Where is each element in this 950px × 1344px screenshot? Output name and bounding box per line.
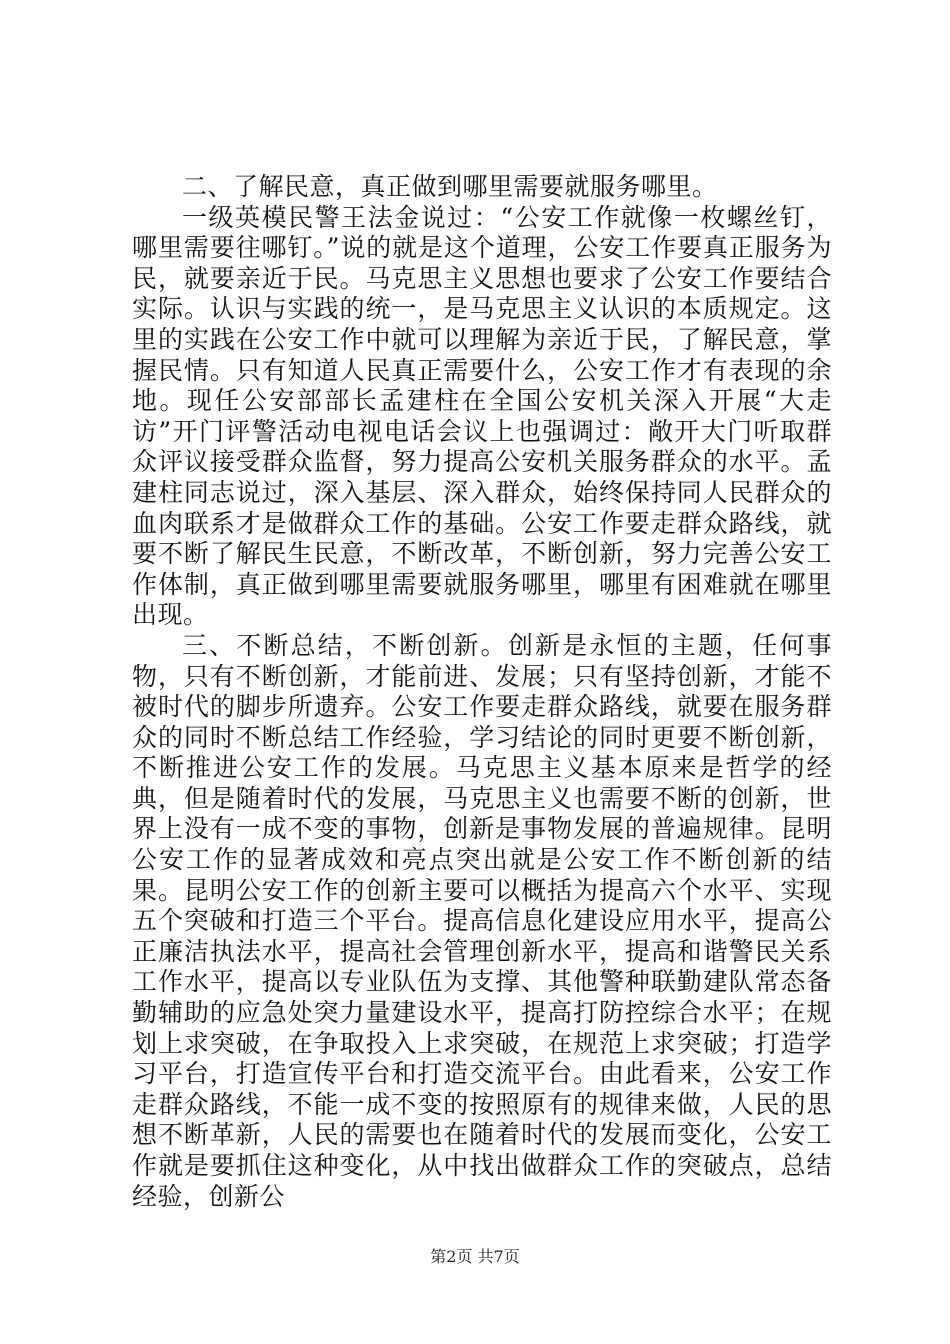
document-body bbox=[132, 172, 832, 1212]
body-paragraph: 一级英模民警王法金说过：“公安工作就像一枚螺丝钉，哪里需要往哪钉。”说的就是这个道理，公安工作要真正服务为民，就要亲近于民。马克思主义思想也要求了公安工作要结合实际。认识与实践的统一，是马克思主义认识的本质规定。这里的实践在公安工作中就可以理解为亲近于民，了解民意，掌握民情。只有知道人民真正需要什么，公安工作才有表现的余地。现任公安部部长孟建柱在全国公安机关深入开展“大走访”开门评警活动电视电话会议上也强调过：敞开大门听取群众评议接受群众监督，努力提高公安机关服务群众的水平。孟建柱同志说过，深入基层、深入群众，始终保持同人民群众的血肉联系才是做群众工作的基础。公安工作要走群众路线，就要不断了解民生民意，不断改革，不断创新，努力完善公安工作体制，真正做到哪里需要就服务哪里，哪里有困难就在哪里出现。 bbox=[132, 202, 832, 630]
section-paragraph-3: 三、不断总结，不断创新。创新是永恒的主题，任何事物，只有不断创新，才能前进、发展；只有坚持创新，才能不被时代的脚步所遗弃。公安工作要走群众路线，就要在服务群众的同时不断总结工作经验，学习结论的同时更要不断创新，不断推进公安工作的发展。马克思主义基本原来是哲学的经典，但是随着时代的发展，马克思主义也需要不断的创新，世界上没有一成不变的事物，创新是事物发展的普遍规律。昆明公安工作的显著成效和亮点突出就是公安工作不断创新的结果。昆明公安工作的创新主要可以概括为提高六个水平、实现五个突破和打造三个平台。提高信息化建设应用水平，提高公正廉洁执法水平，提高社会管理创新水平，提高和谐警民关系工作水平，提高以专业队伍为支撑、其他警种联勤建队常态备勤辅助的应急处突力量建设水平，提高打防控综合水平；在规划上求突破，在争取投入上求突破，在规范上求突破；打造学习平台，打造宣传平台和打造交流平台。由此看来，公安工作走群众路线，不能一成不变的按照原有的规律来做，人民的思想不断革新，人民的需要也在随着时代的发展而变化，公安工作就是要抓住这种变化，从中找出做群众工作的突破点，总结经验，创新公 bbox=[132, 630, 832, 1211]
section-heading-2: 二、了解民意，真正做到哪里需要就服务哪里。 bbox=[182, 172, 718, 201]
page-number-footer: 第2页 共7页 bbox=[430, 1247, 520, 1266]
